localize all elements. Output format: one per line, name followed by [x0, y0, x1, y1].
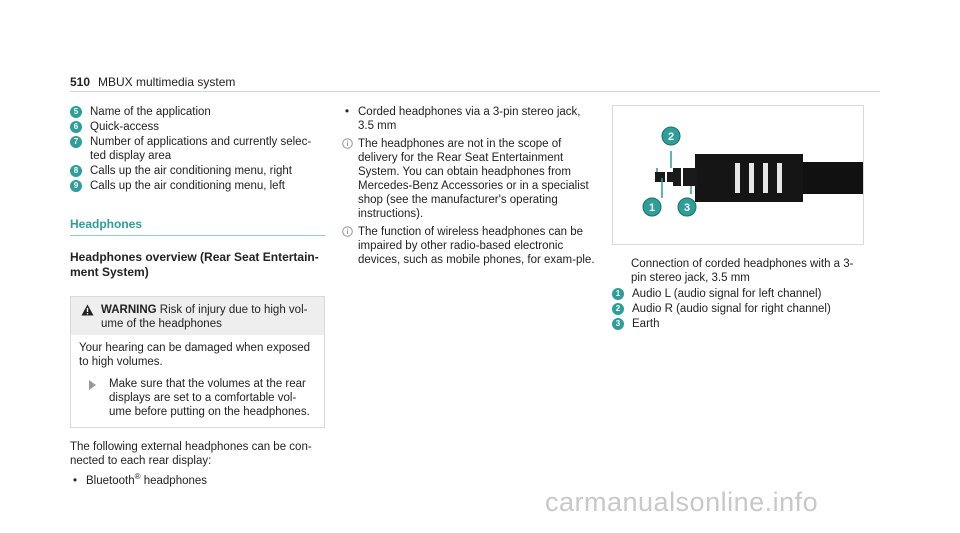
svg-text:2: 2: [667, 131, 675, 143]
info-text: The function of wireless headphones can be impaired by other radio-based electronic devices, such as mobile phones, for exam-ple.: [358, 226, 595, 266]
headphone-jack-figure: [612, 105, 864, 245]
bullet-icon: •: [345, 106, 350, 118]
jack-illustration: [613, 106, 863, 244]
number-badge: 1: [612, 288, 624, 300]
info-note: [342, 137, 597, 221]
number-badge: 2: [612, 303, 624, 315]
svg-text:3: 3: [683, 202, 691, 214]
warning-action: [79, 377, 316, 419]
bullet-icon: •: [73, 475, 78, 487]
list-item: [70, 474, 325, 488]
list-item: [342, 105, 597, 133]
legend-list: [612, 287, 867, 331]
bluetooth-text: Bluetooth: [86, 475, 135, 487]
bullet-list: [70, 474, 325, 488]
warning-description: Your hearing can be damaged when exposed to high volumes.: [79, 342, 311, 368]
number-badge: 3: [612, 318, 624, 330]
info-text: The headphones are not in the scope of delivery for the Rear Seat Entertainment System. You can obtain headphones from Mercedes-Benz Accessories or in a specialist shop (see the manufacturer's operating instructions).: [358, 138, 589, 220]
legend-item: [612, 302, 867, 316]
number-badge: 7: [70, 136, 82, 148]
registered-mark: ®: [134, 472, 141, 482]
warning-triangle-icon: [81, 304, 94, 316]
list-item-text: Quick-access: [90, 121, 160, 133]
numbered-list: [70, 105, 325, 193]
column-right: [612, 105, 867, 332]
list-item-text: Name of the application: [90, 106, 211, 118]
legend-text: Earth: [632, 318, 660, 330]
legend-item: [612, 317, 867, 331]
warning-body: [71, 335, 324, 427]
jack-cable: [803, 162, 863, 194]
callout-badge-1: [643, 198, 661, 216]
legend-text: Audio L (audio signal for left channel): [632, 288, 822, 300]
sub-heading: Headphones overview (Rear Seat Entertain-ment System): [70, 250, 319, 279]
number-badge: 6: [70, 121, 82, 133]
warning-text: Risk of injury due to high vol-ume of the headphones: [101, 304, 308, 330]
legend-item: [612, 287, 867, 301]
paragraph: The following external headphones can be con-nected to each rear display:: [70, 441, 312, 467]
page-title: MBUX multimedia system: [98, 75, 236, 89]
number-badge: 8: [70, 165, 82, 177]
info-note: [342, 225, 597, 267]
list-item: [70, 164, 325, 178]
callout-badge-2: [662, 127, 680, 145]
callout-badge-3: [678, 198, 696, 216]
info-icon: [342, 138, 353, 149]
info-icon: [342, 226, 353, 237]
action-arrow-icon: [89, 380, 96, 390]
page-header: [70, 73, 880, 92]
legend-text: Audio R (audio signal for right channel): [632, 303, 831, 315]
bullet-list: [342, 105, 597, 133]
jack-pin: [673, 168, 697, 186]
list-item-text: Number of applications and currently selec-ted display area: [90, 136, 312, 162]
list-item: [70, 179, 325, 193]
list-item-text: Calls up the air conditioning menu, right: [90, 165, 293, 177]
page-number: 510: [70, 75, 91, 89]
bullet-suffix: headphones: [140, 475, 208, 487]
list-item: [70, 135, 325, 163]
number-badge: 5: [70, 106, 82, 118]
section-heading: Headphones: [70, 217, 325, 236]
list-item: [70, 105, 325, 119]
watermark: carmanualsonline.info: [545, 487, 819, 517]
number-badge: 9: [70, 180, 82, 192]
list-item: [70, 120, 325, 134]
column-middle: [342, 105, 597, 267]
warning-header: [71, 297, 324, 335]
bullet-text: Corded headphones via a 3-pin stereo jack, 3.5 mm: [358, 106, 581, 132]
warning-box: [70, 296, 325, 428]
svg-text:1: 1: [648, 202, 656, 214]
list-item-text: Calls up the air conditioning menu, left: [90, 180, 285, 192]
warning-action-text: Make sure that the volumes at the rear displays are set to a comfortable vol-ume before putting on the headphones.: [109, 378, 310, 418]
warning-label: WARNING: [101, 304, 157, 316]
column-left: [70, 105, 325, 490]
figure-caption: Connection of corded headphones with a 3-pin stereo jack, 3.5 mm: [631, 258, 854, 284]
